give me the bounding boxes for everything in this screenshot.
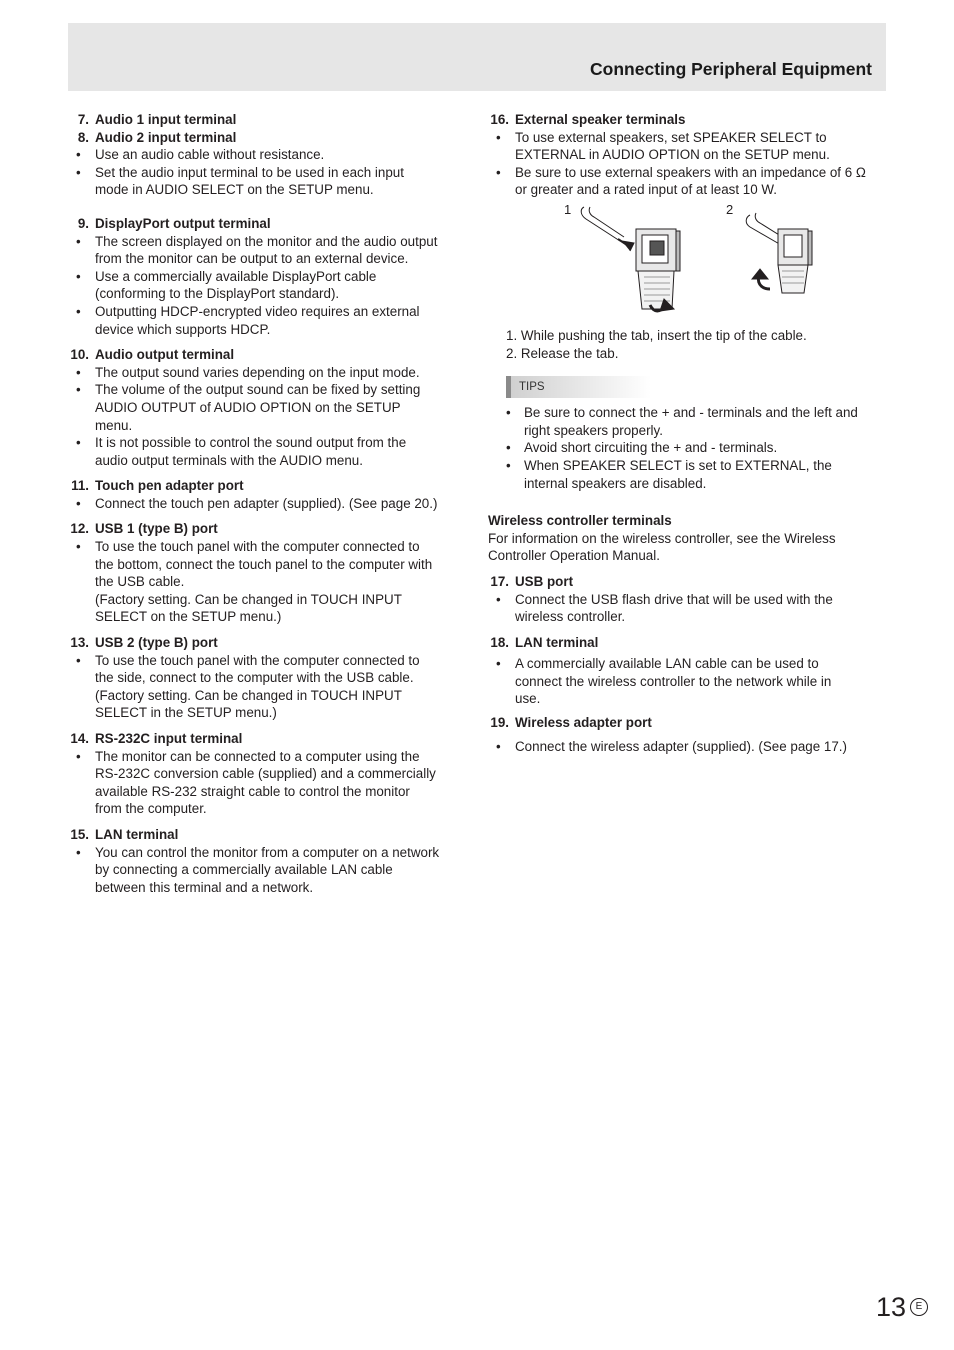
section-16 bbox=[488, 111, 888, 199]
text-line: connect the wireless controller to the network while in bbox=[515, 673, 832, 689]
text-line: To use external speakers, set SPEAKER SELECT to bbox=[515, 129, 827, 145]
text-line: (Factory setting. Can be changed in TOUCH INPUT bbox=[95, 591, 402, 607]
bullet-list bbox=[488, 591, 888, 626]
instruction-step: 1. While pushing the tab, insert the tip of the cable. bbox=[506, 327, 807, 343]
section-title bbox=[68, 634, 468, 652]
text-line: between this terminal and a network. bbox=[95, 879, 314, 895]
section-title bbox=[68, 346, 468, 364]
text-line: Outputting HDCP-encrypted video requires an external bbox=[95, 303, 420, 319]
section-title-text: LAN terminal bbox=[515, 634, 599, 650]
text-line: Connect the USB flash drive that will be used with the bbox=[515, 591, 833, 607]
bullet-item bbox=[68, 164, 468, 199]
language-mark: E bbox=[910, 1298, 928, 1316]
text-line: Use a commercially available DisplayPort cable bbox=[95, 268, 377, 284]
text-line: AUDIO OUTPUT of AUDIO OPTION on the SETUP bbox=[95, 399, 401, 415]
text-line: device which supports HDCP. bbox=[95, 321, 271, 337]
section-7 bbox=[68, 111, 468, 129]
section-13 bbox=[68, 634, 468, 722]
section-title bbox=[488, 573, 888, 591]
text-line: Set the audio input terminal to be used in each input bbox=[95, 164, 404, 180]
text-line: (Factory setting. Can be changed in TOUCH INPUT bbox=[95, 687, 402, 703]
section-10 bbox=[68, 346, 468, 469]
bullet-list bbox=[68, 652, 468, 722]
section-title-text: RS-232C input terminal bbox=[95, 731, 243, 746]
text-line: To use the touch panel with the computer connected to bbox=[95, 652, 420, 668]
section-title-text: DisplayPort output terminal bbox=[95, 215, 271, 231]
figure-step-1-label: 1 bbox=[564, 201, 572, 217]
text-line: use. bbox=[515, 691, 541, 707]
speaker-terminal-illustration bbox=[488, 201, 888, 327]
section-title-text: USB port bbox=[515, 573, 574, 589]
text-line: internal speakers are disabled. bbox=[524, 475, 707, 491]
section-title-text: USB 1 (type B) port bbox=[95, 521, 218, 537]
section-title bbox=[68, 215, 468, 233]
text-line: Use an audio cable without resistance. bbox=[95, 147, 325, 163]
bullet-item bbox=[488, 738, 888, 756]
section-number: 9. bbox=[77, 215, 89, 231]
section-number: 12. bbox=[70, 521, 89, 537]
header-band bbox=[68, 23, 886, 91]
bullet-item bbox=[68, 303, 468, 338]
section-number: 11. bbox=[71, 478, 89, 494]
section-number: 17. bbox=[490, 573, 509, 589]
text-line: The screen displayed on the monitor and the audio output bbox=[95, 233, 438, 249]
right-column bbox=[488, 111, 888, 755]
bullet-list bbox=[488, 129, 888, 199]
text-line: the USB cable. bbox=[95, 574, 185, 590]
section-number: 13. bbox=[70, 635, 89, 651]
wireless-controller-description bbox=[488, 530, 888, 565]
tip-item bbox=[488, 404, 888, 439]
section-14 bbox=[68, 730, 468, 818]
text-line: The volume of the output sound can be fixed by setting bbox=[95, 382, 421, 398]
bullet-list bbox=[68, 146, 468, 199]
bullet-list bbox=[68, 748, 468, 818]
text-line: You can control the monitor from a computer on a network bbox=[95, 844, 440, 860]
speaker-terminal-figure bbox=[488, 201, 888, 327]
text-line: Avoid short circuiting the + and - terminals. bbox=[524, 440, 778, 456]
bullet-item bbox=[488, 655, 888, 708]
text-line: from the computer. bbox=[95, 801, 207, 817]
text-line: by connecting a commercially available LAN cable bbox=[95, 862, 393, 878]
section-title-text: Audio 1 input terminal bbox=[95, 112, 237, 127]
bullet-item bbox=[68, 748, 468, 818]
bullet-item bbox=[68, 146, 468, 164]
page-number-text: 13 bbox=[875, 1292, 906, 1322]
section-number: 10. bbox=[70, 347, 89, 363]
text-line: Be sure to connect the + and - terminals and the left and bbox=[524, 405, 858, 421]
section-8 bbox=[68, 129, 468, 199]
bullet-item bbox=[68, 381, 468, 434]
section-title-text: Audio 2 input terminal bbox=[95, 129, 237, 145]
text-line: right speakers properly. bbox=[524, 422, 663, 438]
bullet-item bbox=[68, 538, 468, 626]
section-9 bbox=[68, 215, 468, 338]
tips-badge: TIPS bbox=[506, 376, 651, 398]
bullet-list bbox=[488, 655, 888, 708]
tip-item bbox=[488, 457, 888, 492]
text-line: RS-232C conversion cable (supplied) and a commercially bbox=[95, 766, 436, 782]
bullet-item bbox=[488, 591, 888, 626]
section-number: 15. bbox=[70, 826, 89, 842]
text-line: the bottom, connect the touch panel to the computer with bbox=[95, 556, 433, 572]
section-number: 7. bbox=[77, 112, 89, 127]
section-19 bbox=[488, 714, 888, 755]
step-2-drawing bbox=[746, 213, 812, 293]
text-line: audio output terminals with the AUDIO menu. bbox=[95, 452, 363, 468]
text-line: from the monitor can be output to an external device. bbox=[95, 251, 409, 267]
bullet-item bbox=[488, 164, 888, 199]
text-line: For information on the wireless controller, see the Wireless bbox=[488, 530, 836, 546]
text-line: SELECT in the SETUP menu.) bbox=[95, 705, 277, 721]
tip-item bbox=[488, 439, 888, 457]
left-column bbox=[68, 111, 468, 896]
bullet-list bbox=[68, 538, 468, 626]
text-line: EXTERNAL in AUDIO OPTION on the SETUP menu. bbox=[515, 147, 830, 163]
section-title bbox=[68, 111, 468, 129]
section-11 bbox=[68, 477, 468, 512]
bullet-list bbox=[68, 495, 468, 513]
section-title-text: Audio output terminal bbox=[95, 347, 235, 363]
text-line: the side, connect to the computer with the USB cable. bbox=[95, 670, 414, 686]
text-line: Connect the touch pen adapter (supplied). (See page 20.) bbox=[95, 495, 438, 511]
text-line: Controller Operation Manual. bbox=[488, 548, 660, 564]
section-title bbox=[488, 111, 888, 129]
bullet-item bbox=[488, 129, 888, 164]
text-line: It is not possible to control the sound output from the bbox=[95, 435, 407, 451]
section-number: 16. bbox=[490, 112, 509, 127]
bullet-list bbox=[68, 844, 468, 897]
section-title bbox=[68, 477, 468, 495]
instruction-step: 2. Release the tab. bbox=[506, 345, 619, 361]
text-line: Be sure to use external speakers with an impedance of 6 Ω bbox=[515, 164, 866, 180]
bullet-item bbox=[68, 233, 468, 268]
section-17 bbox=[488, 573, 888, 626]
text-line: The monitor can be connected to a computer using the bbox=[95, 748, 420, 764]
section-title-text: Touch pen adapter port bbox=[95, 478, 244, 494]
section-12 bbox=[68, 520, 468, 626]
section-number: 18. bbox=[490, 634, 509, 650]
tips-list bbox=[488, 404, 888, 492]
text-line: or greater and a rated input of at least 10 W. bbox=[515, 182, 778, 198]
bullet-item bbox=[68, 652, 468, 722]
section-title bbox=[488, 714, 888, 732]
text-line: SELECT on the SETUP menu.) bbox=[95, 609, 282, 625]
section-number: 19. bbox=[490, 715, 509, 731]
page-number bbox=[876, 1290, 928, 1324]
text-line: A commercially available LAN cable can be used to bbox=[515, 656, 819, 672]
section-title-text: LAN terminal bbox=[95, 826, 179, 842]
page-title: Connecting Peripheral Equipment bbox=[590, 59, 872, 80]
section-title-text: External speaker terminals bbox=[515, 112, 686, 127]
text-line: wireless controller. bbox=[515, 609, 626, 625]
figure-step-2-label: 2 bbox=[726, 201, 734, 217]
section-18 bbox=[488, 634, 888, 708]
step-1-drawing bbox=[581, 207, 680, 311]
section-title-text: Wireless adapter port bbox=[515, 715, 652, 731]
section-title bbox=[68, 520, 468, 538]
section-title bbox=[68, 129, 468, 147]
text-line: available RS-232 straight cable to control the monitor bbox=[95, 783, 410, 799]
section-number: 14. bbox=[70, 731, 89, 746]
bullet-item bbox=[68, 495, 468, 513]
text-line: mode in AUDIO SELECT on the SETUP menu. bbox=[95, 182, 374, 198]
bullet-list bbox=[68, 364, 468, 470]
section-15 bbox=[68, 826, 468, 896]
section-title bbox=[68, 730, 468, 748]
bullet-list bbox=[68, 233, 468, 339]
text-line: The output sound varies depending on the input mode. bbox=[95, 364, 420, 380]
text-line: Connect the wireless adapter (supplied). (See page 17.) bbox=[515, 738, 847, 754]
section-number: 8. bbox=[77, 129, 89, 145]
bullet-item bbox=[68, 844, 468, 897]
text-line: menu. bbox=[95, 417, 133, 433]
text-line: When SPEAKER SELECT is set to EXTERNAL, the bbox=[524, 457, 832, 473]
section-title-text: USB 2 (type B) port bbox=[95, 635, 218, 651]
wireless-controller-heading: Wireless controller terminals bbox=[488, 513, 672, 529]
text-line: (conforming to the DisplayPort standard). bbox=[95, 286, 340, 302]
text-line: To use the touch panel with the computer connected to bbox=[95, 539, 420, 555]
bullet-list bbox=[488, 738, 888, 756]
section-title bbox=[68, 826, 468, 844]
bullet-item bbox=[68, 268, 468, 303]
section-title bbox=[488, 634, 888, 652]
bullet-item bbox=[68, 364, 468, 382]
bullet-item bbox=[68, 434, 468, 469]
